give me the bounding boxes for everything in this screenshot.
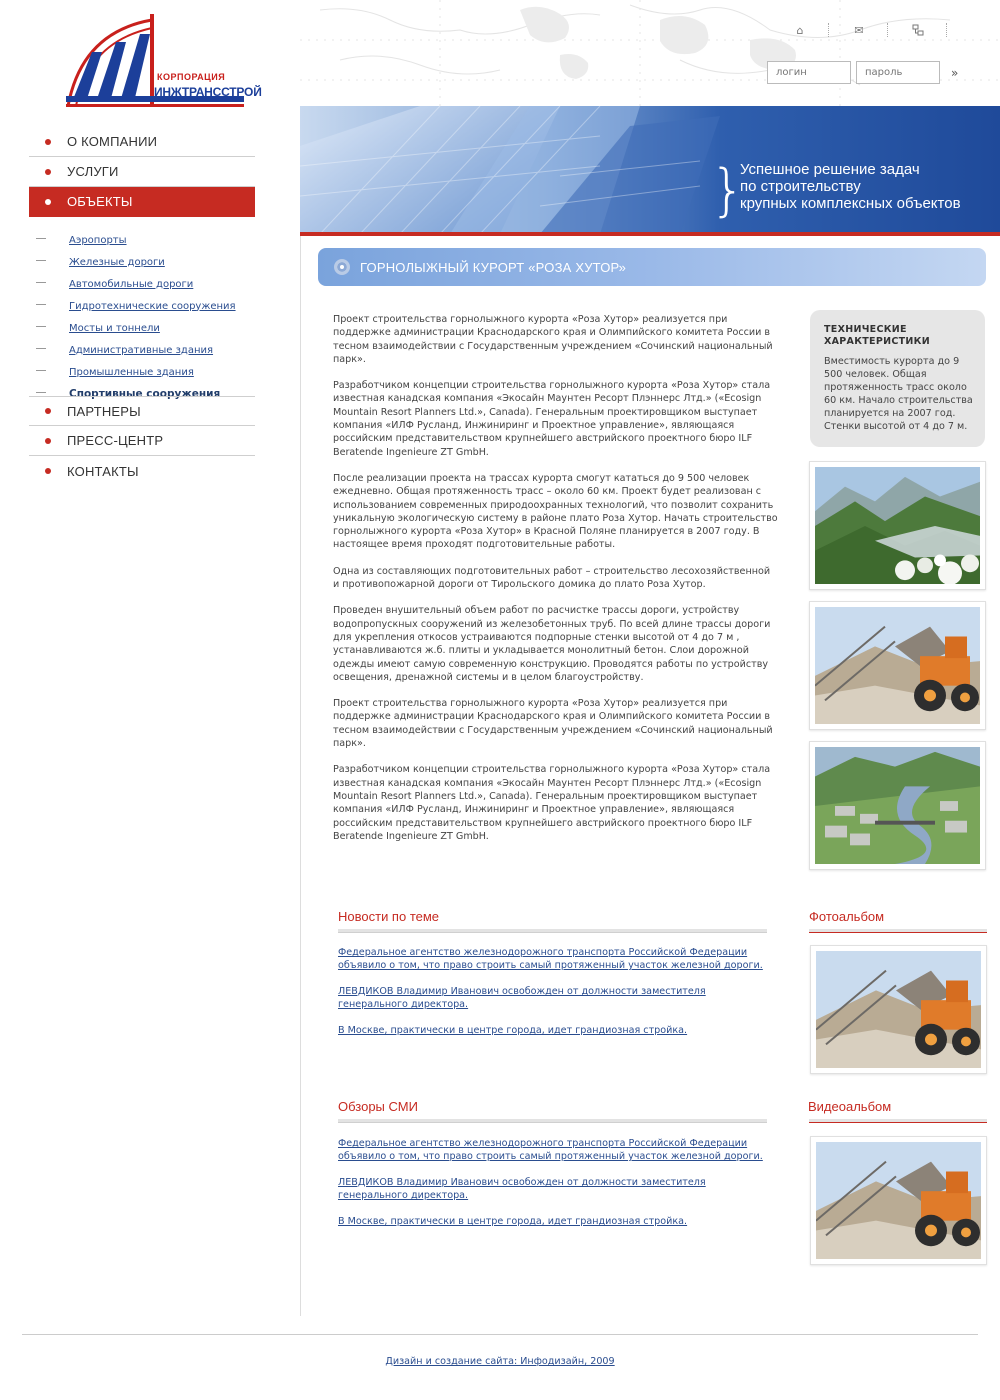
nav-item-label: ОБЪЕКТЫ	[67, 194, 133, 209]
news-link[interactable]: В Москве, практически в центре города, идет грандиозная стройка.	[338, 1025, 688, 1036]
dash-icon	[36, 326, 46, 327]
media-list	[338, 1137, 768, 1241]
article-paragraph: Разработчиком концепции строительства горнолыжного курорта «Роза Хутор» стала известная канадская компания «Экосайн Маунтен Ресорт Плэннерс Лтд.» («Ecosign Mountain Resort Planners Ltd.», Canada). Генеральным проектировщиком выступает компания «ИЛФ Русланд, Инжиниринг и Проектное управление», являющаяся российским представительством крупнейшего австрийского проектного бюро ILF Beratende Ingenieure ZT GmbH.	[333, 764, 771, 842]
banner-brace: }	[710, 158, 746, 223]
nav-item-label: КОНТАКТЫ	[67, 463, 139, 479]
icon-separator	[828, 23, 829, 37]
subnav-link[interactable]: Железные дороги	[69, 256, 165, 268]
photo-thumb-render[interactable]	[809, 741, 986, 870]
article-paragraph: После реализации проекта на трассах курорта смогут кататься до 9 500 человек ежедневно. Общая протяженность трасс – около 60 км. Проект будет реализован с использованием современных природоохранных технологий, что позволит сохранить уникальную экологическую систему в районе плато Роза Хутор. Начать строительство горнолыжного курорта «Роза Хутор» в Красной Поляне планируется в 2007 году. В настоящее время проходят подготовительные работы.	[333, 472, 778, 551]
subnav-item-airports[interactable]	[36, 229, 251, 251]
banner-line-2: по строительству	[740, 178, 861, 195]
header-icons	[790, 22, 967, 38]
banner-slogan	[740, 161, 961, 212]
page-title: ГОРНОЛЫЖНЫЙ КУРОРТ «РОЗА ХУТОР»	[360, 259, 627, 275]
tech-specs-title: ТЕХНИЧЕСКИЕ ХАРАКТЕРИСТИКИ	[824, 324, 930, 347]
main-nav-bottom	[29, 396, 255, 486]
photo-album-rule	[809, 929, 987, 933]
nav-item-label: О КОМПАНИИ	[67, 134, 158, 149]
subnav-item-admin[interactable]	[36, 339, 251, 361]
subnav-link[interactable]: Мосты и тоннели	[69, 322, 160, 334]
header-banner	[300, 106, 1000, 234]
logo-big-text: ИНЖТРАНССТРОЙ	[154, 85, 262, 99]
subnav-item-hydro[interactable]	[36, 295, 251, 317]
dash-icon	[36, 370, 46, 371]
nav-item-label: УСЛУГИ	[67, 164, 119, 179]
media-link[interactable]: В Москве, практически в центре города, идет грандиозная стройка.	[338, 1216, 688, 1227]
video-album-rule	[809, 1119, 987, 1123]
nav-item-services[interactable]	[29, 157, 255, 187]
dash-icon	[36, 392, 46, 393]
footer-divider	[22, 1334, 978, 1335]
news-link[interactable]: Федеральное агентство железнодорожного транспорта Российской Федерации объявило о том, что право строить самый протяженный участок железной дороги.	[338, 947, 763, 971]
company-logo[interactable]	[62, 12, 262, 110]
login-form	[767, 61, 958, 84]
media-link[interactable]: Федеральное агентство железнодорожного транспорта Российской Федерации объявило о том, что право строить самый протяженный участок железной дороги.	[338, 1138, 763, 1162]
article-body	[333, 313, 779, 856]
bullet-icon	[45, 169, 51, 175]
article-paragraph: Разработчиком концепции строительства горнолыжного курорта «Роза Хутор» стала известная канадская компания «Экосайн Маунтен Ресорт Плэннерс Лтд.» («Ecosign Mountain Resort Planners Ltd.», Canada). Генеральным проектировщиком выступает компания «ИЛФ Русланд, Инжиниринг и Проектное управление», являющаяся российским представительством крупнейшего австрийского проектного бюро ILF Beratende Ingenieure ZT GmbH.	[333, 380, 771, 458]
banner-line-3: крупных комплексных объектов	[740, 195, 961, 212]
bullet-icon	[45, 408, 51, 414]
subnav-link[interactable]: Административные здания	[69, 344, 214, 356]
tech-specs-body: Вместимость курорта до 9 500 человек. Общая протяженность трасс около 60 км. Начало строительства планируется на 2007 год. Стенки высотой от 4 до 7 м.	[824, 356, 973, 432]
news-link[interactable]: ЛЕВДИКОВ Владимир Иванович освобожден от должности заместителя генерального директора.	[338, 986, 706, 1010]
nav-item-about[interactable]	[29, 127, 255, 157]
video-album-title: Видеоальбом	[808, 1099, 892, 1114]
bullet-icon	[45, 438, 51, 444]
bullet-icon	[45, 139, 51, 145]
nav-item-partners[interactable]	[29, 396, 255, 426]
login-input[interactable]	[767, 61, 851, 84]
dash-icon	[36, 260, 46, 261]
nav-item-label: ПАРТНЕРЫ	[67, 403, 141, 419]
dash-icon	[36, 304, 46, 305]
dash-icon	[36, 282, 46, 283]
news-section-title: Новости по теме	[338, 909, 440, 924]
photo-album-thumb[interactable]	[810, 945, 987, 1074]
media-section-rule	[338, 1119, 767, 1123]
news-list	[338, 946, 768, 1050]
sitemap-icon[interactable]	[908, 22, 928, 38]
nav-item-contacts[interactable]	[29, 456, 255, 486]
article-paragraph: Одна из составляющих подготовительных работ – строительство лесохозяйственной и противопожарной дороги от Тирольского домика до плато Роза Хутор.	[333, 565, 771, 591]
icon-separator	[887, 23, 888, 37]
article-paragraph: Проект строительства горнолыжного курорта «Роза Хутор» реализуется при поддержке администрации Краснодарского края и Олимпийского комитета России в тесном взаимодействии с Государственным учреждением «Сочинский национальный парк».	[333, 314, 773, 365]
subnav-item-bridges[interactable]	[36, 317, 251, 339]
login-submit-button[interactable]: »	[951, 65, 959, 80]
photo-thumb-loader[interactable]	[809, 601, 986, 730]
banner-line-1: Успешное решение задач	[740, 161, 920, 178]
footer	[0, 1356, 1000, 1367]
logo-small-text: КОРПОРАЦИЯ	[157, 72, 226, 82]
icon-separator	[946, 23, 947, 37]
subnav-link[interactable]: Гидротехнические сооружения	[69, 300, 236, 312]
nav-item-label: ПРЕСС-ЦЕНТР	[67, 433, 164, 448]
password-input[interactable]	[856, 61, 940, 84]
banner-divider	[300, 232, 1000, 236]
photo-thumb-mountains[interactable]	[809, 461, 986, 590]
subnav-item-industrial[interactable]	[36, 361, 251, 383]
home-icon[interactable]: ⌂	[796, 23, 804, 37]
mail-icon[interactable]: ✉	[854, 23, 864, 37]
nav-item-press[interactable]	[29, 426, 255, 456]
media-section-title: Обзоры СМИ	[338, 1099, 418, 1114]
nav-item-objects[interactable]	[29, 187, 255, 217]
news-section-rule	[338, 929, 767, 933]
subnav-link[interactable]: Промышленные здания	[69, 366, 194, 378]
subnav-link[interactable]: Аэропорты	[69, 234, 127, 246]
objects-subnav	[36, 229, 251, 405]
media-link[interactable]: ЛЕВДИКОВ Владимир Иванович освобожден от должности заместителя генерального директора.	[338, 1177, 706, 1201]
tech-specs-box	[810, 310, 985, 447]
article-paragraph: Проведен внушительный объем работ по расчистке трассы дороги, устройству водопропускных сооружений из железобетонных труб. По всей длине трассы дороги для укрепления откосов устраиваются подпорные стенки высотой от 4 до 7 м , устанавливаются ж.б. плиты и укладывается монолитный бетон. Слои дорожной одежды имеют самую современную конструкцию. Проводятся работы по устройству освещения, дренажной системы и в целом благоустройству.	[333, 605, 771, 683]
subnav-link[interactable]: Автомобильные дороги	[69, 278, 194, 290]
dash-icon	[36, 348, 46, 349]
page-title-bar	[318, 248, 986, 286]
footer-credit-link[interactable]: Дизайн и создание сайта: Инфодизайн, 2009	[385, 1356, 615, 1367]
title-bullet-icon	[334, 259, 350, 275]
content-divider	[300, 236, 301, 1316]
photo-album-title: Фотоальбом	[809, 909, 885, 924]
dash-icon	[36, 238, 46, 239]
subnav-link[interactable]: Спортивные сооружения	[69, 388, 221, 400]
subnav-item-roads[interactable]	[36, 273, 251, 295]
bullet-icon	[45, 199, 51, 205]
subnav-item-railways[interactable]	[36, 251, 251, 273]
article-paragraph: Проект строительства горнолыжного курорта «Роза Хутор» реализуется при поддержке администрации Краснодарского края и Олимпийского комитета России в тесном взаимодействии с Государственным учреждением «Сочинский национальный парк».	[333, 698, 773, 750]
video-album-thumb[interactable]	[810, 1136, 987, 1265]
main-nav-top	[29, 127, 255, 217]
bullet-icon	[45, 468, 51, 474]
world-map-background	[300, 0, 1000, 106]
